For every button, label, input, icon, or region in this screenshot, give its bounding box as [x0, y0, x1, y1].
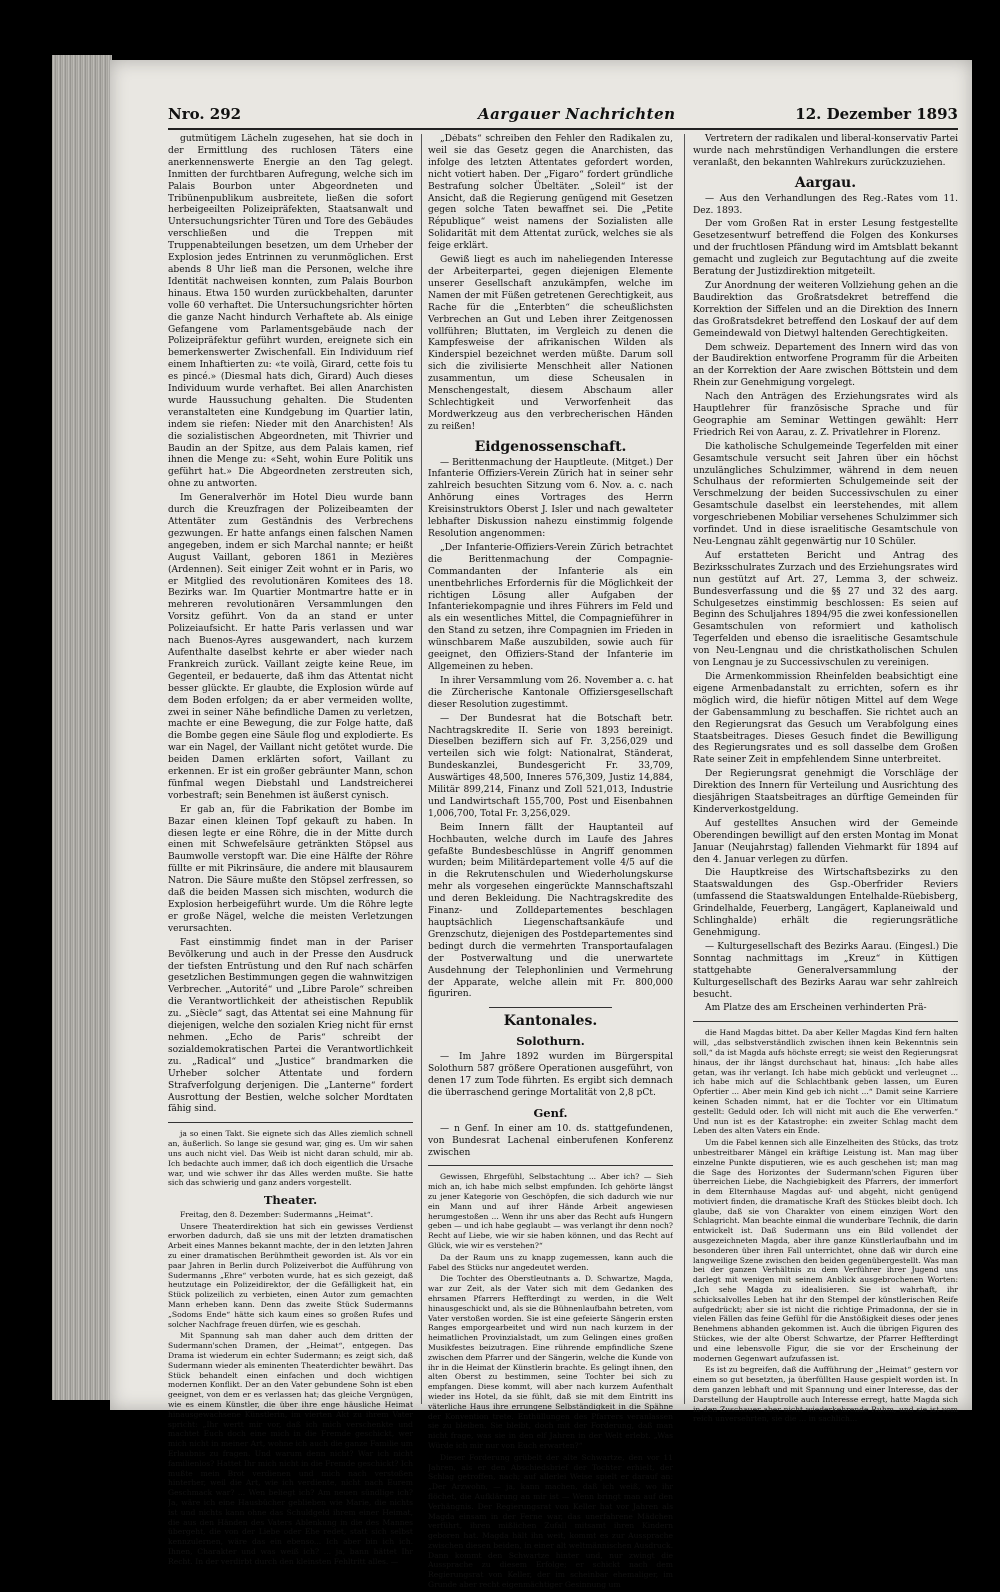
header-rule: [168, 128, 958, 130]
paragraph: — Der Bundesrat hat die Botschaft betr. Nachtragskredite II. Serie von 1893 bereinigt. Dieselben beziffern sich auf Fr. 3,256,029 und verteilen sich wie folgt: Nationalrat, Ständerat, Bundeskanzlei, Bundesgericht Fr. 33,709, Auswärtiges 48,500, Inneres 576,309, Justiz 14,884, Militär 899,214, Finanz und Zoll 521,013, Industrie und Landwirtschaft 155,700, Post und Eisenbahnen 1,006,700, Total Fr. 3,256,029.: [428, 713, 673, 819]
section-heading-kantonales: Kantonales.: [503, 1013, 598, 1030]
subheading-genf: Genf.: [533, 1105, 568, 1120]
paragraph: gutmütigem Lächeln zugesehen, hat sie doch in der Ermittlung des ruchlosen Täters eine anerkennenswerte Energie an den Tag gelegt. Inmitten der furchtbaren Aufregung, welche sich im Palais Bourbon unter Abgeordneten und Tribünenpublikum ausbreitete, ließen die sofort herbeigeeilten Polizeipräfekten, Staatsanwalt und Untersuchungsrichter Türen und Tore des Gebäudes verschließen und die Treppen mit Truppenabteilungen besetzen, um dem Urheber der Explosion jedes Entrinnen zu verunmöglichen. Erst abends 8 Uhr ließ man die Personen, welche ihre Identität nachweisen konnten, zum Palais Bourbon hinaus. Etwa 150 wurden zurückbehalten, darunter volle 60 verhaftet. Die Untersuchungsrichter hörten die ganze Nacht hindurch Verhaftete ab. Als einige Gefangene vom Parlamentsgebäude nach der Polizeipräfektur geführt wurden, ereignete sich ein bemerkenswerter Zwischenfall. Ein Individuum rief einem Inhaftierten zu: «te voilà, Girard, cette fois tu es pincé.» (Diesmal hats dich, Girard) Auch dieses Individuum wurde verhaftet. Bei allen Anarchisten wurde Haussuchung gehalten. Die Studenten veranstalteten eine Kundgebung im Quartier latin, indem sie riefen: Nieder mit den Anarchisten! Als die sozialistischen Abgeordneten, mit Thivrier und Baudin an der Spitze, aus dem Palais kamen, rief ihnen die Menge zu: «Seht, wohin Eure Politik uns geführt hat.» Die Abgeordneten zerstreuten sich, ohne zu antworten.: [168, 134, 413, 490]
feuilleton-rule: [693, 1021, 958, 1022]
feuilleton-rule: [428, 1165, 673, 1166]
column-3: [693, 134, 958, 1426]
paragraph: Auf erstatteten Bericht und Antrag des Bezirksschulrates Zurzach und des Erziehungsrates wird nun gestützt auf Art. 27, Lemma 3, der schweiz. Bundesverfassung und die §§ 27 und 32 des aarg. Schulgesetzes einstimmig beschlossen: Es seien auf Beginn des Schuljahres 1894/95 die zwei konfessionellen Gesamtschulen von reformiert und katholisch Tegerfelden und ebenso die israelitische Gesamtschule von Neu-Lengnau und die christkatholischen Schulen von Lengnau je zu Successivschulen zu vereinigen.: [693, 550, 958, 669]
paragraph: Der vom Großen Rat in erster Lesung festgestellte Gesetzesentwurf betreffend die Folgen des Konkurses und der fruchtlosen Pfändung wird im Amtsblatt bekannt gemacht und zugleich zur Begutachtung auf die zweite Beratung der Justizdirektion mitgeteilt.: [693, 219, 958, 278]
paragraph: Da der Raum uns zu knapp zugemessen, kann auch die Fabel des Stücks nur angedeutet werden.: [428, 1252, 673, 1272]
column-2: [428, 134, 673, 1592]
paragraph: Zur Anordnung der weiteren Vollziehung gehen an die Baudirektion das Großratsdekret betreffend die Korrektion der Siffelen und an die Direktion des Innern das Großratsdekret betreffend den Loskauf der auf dem Gemeindewald von Dietwyl haltenden Gerechtigkeiten.: [693, 280, 958, 339]
paragraph: In ihrer Versammlung vom 26. November a. c. hat die Zürcherische Kantonale Offiziersgesellschaft dieser Resolution zugestimmt.: [428, 675, 673, 710]
paragraph: — Im Jahre 1892 wurden im Bürgerspital Solothurn 587 größere Operationen ausgeführt, von denen 17 zum Tode führten. Es ergibt sich demnach die überraschend geringe Mortalität von 2,8 pCt.: [428, 1052, 673, 1098]
paragraph: — Kulturgesellschaft des Bezirks Aarau. (Eingesl.) Die Sonntag nachmittags im „Kreuz“ in Küttigen stattgehabte Generalversammlung der Kulturgesellschaft des Bezirks Aarau war sehr zahlreich besucht.: [693, 941, 958, 1000]
subheading-solothurn: Solothurn.: [516, 1034, 585, 1049]
paragraph: Die Hauptkreise des Wirtschaftsbezirks zu den Staatswaldungen des Gsp.-Oberfrider Reviers (umfassend die Staatswaldungen Entelhalde-Rüebisberg, Grindelhalde, Feuerberg, Langägert, Kaplaneiwald und Schlinghalde) erhält die regierungsrätliche Genehmigung.: [693, 868, 958, 938]
issue-date: 12. Dezember 1893: [795, 105, 958, 123]
paragraph: Dieser Forderung grübelt der alte Schwartze, den vor 11 Jahren, als er den Abschiedsbrief der Tochter erhielt, der Schlag getroffen, nach; auf allerlei Weise spielt er darauf an: „Der Arzwohn, — ja, kann machen, daß ich weiß, wo ihr flöchet, die Aufklärung an mir ist — Wenn bringt man auf den Verhängnis. Der Regierungsrat von Keller hat vor Jahren als Magda einsam in der Ferne war, das unerfahrene Mädchen verführt, ihren mißlichen Zufall mitsamt ihren Kindern geboren hat. Magda hält ihn weit, kommt es zur Aussprache zwischen diesen beiden, in einer alt weltmännischen Ausdruck. Dann kommt den Schwartze hinter und, nur zwingt die Aussprache zu diesem Erfolge; er schickt nach dem Regierungsrat von Keller, der im scheinbar ehemaliger, im Grunde aber recht eigenmächtiger Gesinnung um: [428, 1452, 673, 1590]
paragraph: Es ist zu begreifen, daß die Aufführung der „Heimat“ gestern vor einem so gut besetzten, ja überfüllten Hause gespielt worden ist. In dem ganzen lebhaft und mit Spannung und einer Interesse, das der Darstellung der Hauptrolle auch Interesse erregt, hatte Magda sich in den Zuschauer aber nicht wiederkehrende Ruhm, und sie ist vom reich unversehrten, sie die ... in sachlich...: [693, 1365, 958, 1424]
paragraph: Um die Fabel kennen sich alle Einzelheiten des Stücks, das trotz unbestreitbarer Mängel ein kräftige Leistung ist. Man mag über einzelne Punkte disputieren, wie es auch geschehen ist; man mag die Sage des Horizontes der Sudermann'schen Figuren über überreichen Liebe, die Nachgiebigkeit des Pfarrers, der immerfort in dem Elternhause Magdas auf- und abgeht, nicht genügend motiviert finden, die dramatische Kraft des Stückes bleibt doch. Ich glaube, daß sie von Charakter von einem einzigen Wort den Schlagricht. Man beachte einmal die wunderbare Technik, die darin entwickelt ist. Daß Sudermann uns ein Bild vollendet der ausgezeichneten Magda, aber ihre ganze Künstlerlaufbahn und im besonderen über ihren Fall unterrichtet, ohne daß wir durch eine langweilige Szene zwischen den beiden gegenübergestellt. Was man bei der ganzen Verhältnis zu dem Verführer ihrer Jugend uns darlegt mit wenigen mit seinem Anblick ausgebrochenen Worten: „Ich sehe Magda zu idealisieren. Sie ist wahrhaft, ihr schicksalvolles Leben hat ihr den Stempel der künstlerischen Reife aufgedrückt; aber sie ist nicht die richtige Primadonna, der sie in vielen Fällen das feine Gefühl für die Anstößigkeit dieses oder jenes Benehmens abhanden gekommen ist. Auch die übrigen Figuren des Stückes, wie der alte Oberst Schwartze, der Pfarrer Heffterdingt und eine lebensvolle Figur, die sie vor der Erscheinung der modernen Gegenwart aufzufassen ist.: [693, 1138, 958, 1363]
paragraph: Dem schweiz. Departement des Innern wird das von der Baudirektion entworfene Programm für die Arbeiten an der Korrektion der Aare zwischen Böttstein und dem Rhein zur Genehmigung vorgelegt.: [693, 342, 958, 389]
paragraph: Er gab an, für die Fabrikation der Bombe im Bazar einen kleinen Topf gekauft zu haben. In diesen legte er eine Röhre, die in der Mitte durch einen mit Schwefelsäure getränkten Stöpsel aus Baumwolle verstopft war. Die eine Hälfte der Röhre füllte er mit Pikrinsäure, die andere mit blausaurem Natron. Die Säure mußte den Stöpsel zerfressen, so daß die beiden Massen sich mischten, wodurch die Explosion herbeigeführt wurde. Um die Röhre legte er große Nägel, welche die meisten Verletzungen verursachten.: [168, 804, 413, 934]
paragraph: Im Generalverhör im Hotel Dieu wurde bann durch die Kreuzfragen der Polizeibeamten der Attentäter zum Geständnis des Verbrechens gezwungen. Er hatte anfangs einen falschen Namen angegeben, indem er sich Marchal nannte; er heißt August Vaillant, geboren 1861 in Mezières (Ardennen). Seit einiger Zeit wohnt er in Paris, wo er Mitglied des revolutionären Komitees des 18. Bezirks war. Im Quartier Montmartre hatte er in mehreren revolutionären Versammlungen den Vorsitz geführt. Von da an stand er unter Polizeiaufsicht. Er hatte Paris verlassen und war nach Buenos-Ayres ausgewandert, nach kurzem Aufenthalte daselbst kehrte er aber wieder nach Frankreich zurück. Vaillant zeigte keine Reue, im Gegenteil, er bedauerte, daß ihm das Attentat nicht besser glückte. Er glaubte, die Explosion würde auf dem Boden erfolgen; da er aber vermeiden wollte, zwei in seiner Nähe befindliche Damen zu verletzen, machte er eine Bewegung, die zur Folge hatte, daß die Bombe gegen eine Säule flog und explodierte. Es war ein Nagel, der Vaillant nicht getötet wurde. Die beiden Damen erklärten sofort, Vaillant zu erkennen. Er ist ein großer gebräunter Mann, schon fünfmal wegen Diebstahl und Landstreicherei vorbestraft; sein Benehmen ist äußerst cynisch.: [168, 493, 413, 801]
paragraph: Gewiß liegt es auch im naheliegenden Interesse der Arbeiterpartei, gegen diejenigen Elemente unserer Gesellschaft anzukämpfen, welche im Namen der mit Füßen getretenen Gerechtigkeit, aus Rache für die „Enterbten“ die scheußlichsten Verbrechen an Gut und Leben ihrer Zeitgenossen vollführen; Bluttaten, im Vergleich zu denen die Kampfesweise der afrikanischen Wilden als Kinderspiel bezeichnet werden müßte. Darum soll sich die zivilisierte Menschheit aller Nationen zusammentun, um diese Scheusalen in Menschengestalt, diesem Abschaum aller Schlechtigkeit und Verworfenheit das Mordwerkzeug aus den verbrecherischen Händen zu reißen!: [428, 255, 673, 432]
feuilleton: [428, 1172, 673, 1589]
page-stack-edge: [52, 55, 112, 1400]
paragraph: Auf gestelltes Ansuchen wird der Gemeinde Oberendingen bewilligt auf den ersten Montag im Monat Januar (Neujahrstag) fallenden Viehmarkt für 1894 auf den 4. Januar verlegen zu dürfen.: [693, 818, 958, 865]
paragraph: — Berittenmachung der Hauptleute. (Mitget.) Der Infanterie Offiziers-Verein Zürich hat in seiner sehr zahlreich besuchten Sitzung vom 6. Nov. a. c. nach Anhörung eines Vortrages des Herrn Kreisinstruktors Oberst J. Isler und nach gewalteter lebhafter Diskussion nahezu einstimmig folgende Resolution angenommen:: [428, 457, 673, 539]
feuilleton: [168, 1129, 413, 1566]
paragraph: Der Regierungsrat genehmigt die Vorschläge der Direktion des Innern für Verteilung und Ausrichtung des diesjährigen Staatsbeitrages an dürftige Gemeinden für Kinderverkostgeldung.: [693, 769, 958, 815]
paragraph: ja so einen Takt. Sie eignete sich das Alles ziemlich schnell an, äußerlich. So lange sie gesund war, ging es. Um wir sahen uns auch nicht viel. Das Weib ist nicht daran schuld, mir ab. Ich bedachte auch immer, daß ich doch eigentlich die Ursache war, und wie schwer ihr das Alles werden mußte. Sie hatte sich das schwierig und ganz anders vorgestellt.: [168, 1129, 413, 1188]
paragraph: Vertretern der radikalen und liberal-konservativ Partei wurde nach mehrstündigen Verhandlungen die erstere veranlaßt, den bekannten Wahlrekurs zurückzuziehen.: [693, 134, 958, 168]
newspaper-page: [110, 60, 972, 1590]
section-heading-eidgenossenschaft: Eidgenossenschaft.: [474, 438, 627, 455]
paragraph: Unsere Theaterdirektion hat sich ein gewisses Verdienst erworben dadurch, daß sie uns mit der letzten dramatischen Arbeit eines Mannes bekannt machte, der in den letzten Jahren zu einer dramatischen Berühmtheit geworden ist. Als vor ein paar Jahren in Berlin durch Polizeiverbot die Aufführung von Sudermanns „Ehre“ verboten wurde, hat es sich gezeigt, daß heutzutage ein Polizeidirektor, der die Gefälligkeit hat, ein Stück polizeilich zu verbieten, einen Autor zum gemachten Mann erheben kann. Denn das zweite Stück Sudermanns „Sodoms Ende“ hätte sich kaum eines so großen Rufes und solcher Nachfrage freuen dürfen, wie es geschah.: [168, 1221, 413, 1329]
issue-number: Nro. 292: [168, 105, 242, 123]
paragraph: „Der Infanterie-Offiziers-Verein Zürich betrachtet die Berittenmachung der Compagnie-Commandanten der Infanterie als ein unentbehrliches Erfordernis für die Möglichkeit der richtigen Lösung aller Aufgaben der Infanteriekompagnie und ihres Führers im Feld und als ein wesentliches Mittel, die Compagnieführer in den Stand zu setzen, ihre Compagnien im Frieden in wünschbarem Maße auszubilden, sowie auch für geeignet, den Offiziers-Stand der Infanterie im Allgemeinen zu heben.: [428, 542, 673, 672]
paragraph: — Aus den Verhandlungen des Reg.-Rates vom 11. Dez. 1893.: [693, 193, 958, 216]
paragraph: Mit Spannung sah man daher auch dem dritten der Sudermann'schen Dramen, der „Heimat“, entgegen. Das Drama ist wiederum ein echter Sudermann; es zeigt sich, daß Sudermann wieder als eminenten Theaterdichter bewährt. Das Stück behandelt einen einfachen und doch wichtigen modernen Konflikt. Der an den Vater gebundene Sohn ist eben geeignet, von dem er es verlassen hat; das gleiche Vergnügen, wie es einem Künstler, die über ihre enge häusliche Heimat hinausgewachsene Künstlerin, im vierten Akt zu ihrem Vater spricht: „Ihr wertt mir vor, daß ich mich verschenkte und machtet Euch doch eine mich in die Fremde geschickt, wer mich nicht in meiner Art, wohne ich auch die ganze Familie um Erlaubnis zu fragen. Und warum denn nicht? War ich nicht familienlos? Hattet Ihr mich nicht in die Fremde geschickt? Ich mußte mein Brot verdienen und mich nach verstoßen hinterher, weil die Art, wie ich verdiente, nicht nach Eurem Geschmack war? ... Wen beliegt ich? Am neuen sündlige ich? Ja, wäre ich eine Hausbücher geblieben wie Marie, die nichts ist und nichts kann ohne das Schuldgeld ihrem einer Heimat, die aus den Händen des Vaters Ablenkung in die des Mannes übergeht, die von der Liebe oder Ehe redet, statt sich selbst kennzulernen, wäre das ein ebenso... Ich aber bin ich ich. Ihnen, Charakter und was weiß ich? ... ja, bann hättet Ihr Recht. In der verdirbt durch den kleinsten Fehltritt alles. —: [168, 1331, 413, 1566]
section-heading-theater: Theater.: [263, 1193, 318, 1208]
section-rule: [489, 1007, 612, 1008]
paragraph: Gewissen, Ehrgefühl, Selbstachtung ... Aber ich? — Sieh mich an, ich habe mich selbst empfunden. Ich gehörte längst zu jener Kategorie von Geschöpfen, die sich dadurch wie nur ein Mann und auf ihrer Hände Arbeit angewiesen herumgestoßen ... Wenn ihr uns aber das Recht aufs Hungern geben — und ich habe geglaubt — was verlangt ihr denn noch? Recht auf Liebe, wie wir sie haben können, und das Recht auf Glück, wie wir es verstehen?“: [428, 1172, 673, 1250]
masthead-title: Aargauer Nachrichten: [478, 105, 676, 123]
column-divider: [421, 134, 422, 1404]
column-divider: [684, 134, 685, 1404]
paragraph: Nach den Anträgen des Erziehungsrates wird als Hauptlehrer für französische Sprache und für Geographie am Seminar Wettingen gewählt: Herr Friedrich Rei von Aarau, z. Z. Privatlehrer in Florenz.: [693, 392, 958, 438]
section-heading-aargau: Aargau.: [794, 174, 857, 191]
paragraph: Die katholische Schulgemeinde Tegerfelden mit einer Gesamtschule versucht seit Jahren über ein höchst unzulängliches Schulzimmer, während in dem neuen Schulhaus der reformierten Schulgemeinde seit der Verschmelzung der beiden Successivschulen zu einer Gesamtschule daselbst ein leerstehendes, mit allem vorgeschriebenen Mobiliar versehenes Schulzimmer sich vorfindet. Und in diese israelitische Gesamtschule von Neu-Lengnau zählt gegenwärtig nur 10 Schüler.: [693, 441, 958, 547]
column-1: [168, 134, 413, 1569]
paragraph: Die Armenkommission Rheinfelden beabsichtigt eine eigene Armenbadanstalt zu errichten, sofern es ihr möglich wird, die hiefür nötigen Mittel auf dem Wege der Gabensammlung zu beschaffen. Sie richtet auch an den Regierungsrat das Gesuch um Verabfolgung eines Staatsbeitrages. Dieses Gesuch findet die Bewilligung des Regierungsrates und es soll dasselbe dem Großen Rate seiner Zeit in empfehlendem Sinne unterbreitet.: [693, 671, 958, 766]
paragraph: Freitag, den 8. Dezember: Sudermanns „Heimat“.: [180, 1209, 374, 1219]
paragraph: Am Platze des am Erscheinen verhinderten Prä-: [705, 1003, 927, 1014]
paragraph: „Débats“ schreiben den Fehler den Radikalen zu, weil sie das Gesetz gegen die Anarchisten, das infolge des letzten Attentates gefordert worden, nicht votiert haben. Der „Figaro“ fordert gründliche Bestrafung solcher Übeltäter. „Soleil“ ist der Ansicht, daß die Regierung genügend mit Gesetzen gegen solche Taten bewaffnet sei. Die „Petite République“ weist namens der Sozialisten alle Solidarität mit dem Attentat zurück, welches sie als feige erklärt.: [428, 134, 673, 252]
paragraph: Beim Innern fällt der Hauptanteil auf Hochbauten, welche durch im Laufe des Jahres gefaßte Bundesbeschlüsse in Angriff genommen wurden; beim Militärdepartement volle 4/5 auf die in die Rekrutenschulen und Wiederholungskurse mehr als vorgesehen eingerückte Mannschaftszahl und deren Bekleidung. Die Nachtragskredite des Finanz- und Zolldepartementes beschlagen hauptsächlich Liegenschaftsankäufe und Grenzschutz, diejenigen des Postdepartementes sind bedingt durch die vermehrten Transportaufalagen der Postverwaltung und die unerwartete Ausdehnung der Telephonlinien und Vermehrung der Apparate, welche allein mit Fr. 800,000 figuriren.: [428, 822, 673, 1000]
paragraph: — n Genf. In einer am 10. ds. stattgefundenen, von Bundesrat Lachenal einberufenen Konferenz zwischen: [428, 1123, 673, 1158]
paragraph: Fast einstimmig findet man in der Pariser Bevölkerung und auch in der Presse den Ausdruck der tiefsten Entrüstung und den Ruf nach schärfen gesetzlichen Bestimmungen gegen die wahnwitzigen Verbrecher. „Autorité“ und „Libre Parole“ schreiben die Verantwortlichkeit der atheistischen Republik zu. „Siècle“ sagt, das Attentat sei eine Mahnung für diejenigen, welche den sozialen Krieg nicht für ernst nehmen. „Echo de Paris“ schreibt der sozialdemokratischen Partei die Verantwortlichkeit zu. „Radical“ und „Justice“ brandmarken die Urheber solcher Attentate und fordern Strafverfolgung derjenigen. Die „Lanterne“ fordert Ausrottung der Bestien, welche solcher Mordtaten fähig sind.: [168, 937, 413, 1115]
feuilleton-rule: [168, 1122, 413, 1123]
paragraph: Die Tochter des Oberstleutnants a. D. Schwartze, Magda, war zur Zeit, als der Vater sich mit dem Gedanken des ehrsamen Pfarrers Heffterdingt zu werden, in die Welt hinausgeschickt und, als sie die Bühnenlaufbahn betreten, vom Vater verstoßen worden. Sie ist eine gefeierte Sängerin ersten Ranges emporgearbeitet und wird nun nach kurzem in der heimatlichen Provinzialstadt, um zum Gelingen eines großen Musikfestes beizutragen. Eine rührende empfindliche Szene zwischen dem Pfarrer und der Sängerin, welche die Kunde von ihr in die Heimat der Künstlerin brachte. Es gelingt ihnen, den alten Oberst zu bestimmen, seine Tochter bei sich zu empfangen. Diese kommt, will aber nach kurzem Aufenthalt wieder ins Hotel, da sie fühlt, daß sie mit dem Eintritt ins väterliche Haus ihre errungene Selbständigkeit in die Spähne der Konvention trete. Enthüllungen des Pfarrers veranlassen sie zu bleiben. Sie bleibt, doch mit der Forderung, daß man nicht frage, was sie in den elf Jahren in der Welt erlebt. „Was Würde ich mir nur von Euch erwarten?“: [428, 1274, 673, 1450]
feuilleton: [693, 1028, 958, 1424]
paragraph: die Hand Magdas bittet. Da aber Keller Magdas Kind fern halten will, „das selbstverständlich zwischen ihnen kein Bekenntnis sein soll,“ da ist Magda aufs höchste erregt; sie weist den Regierungsrat hinaus, der ihr längst durchschaut hat, hinaus: „Ich habe alles getan, was ihr verlangt. Ich habe mich gebückt und verleugnet ... ich habe mich auf die Schlachtbank geben lassen, um Euren Opfertier ... Aber mein Kind geb ich nicht ...“ Damit seine Karriere keinen Schaden nimmt, hat er die Tochter vor ein Ultimatum gestellt: Geduld oder. Ich will nicht mit auch die Ehe verwerfen.“ Und nun ist es der Katastrophe: ein zweiter Schlag macht dem Leben des alten Vaters ein Ende.: [693, 1028, 958, 1136]
